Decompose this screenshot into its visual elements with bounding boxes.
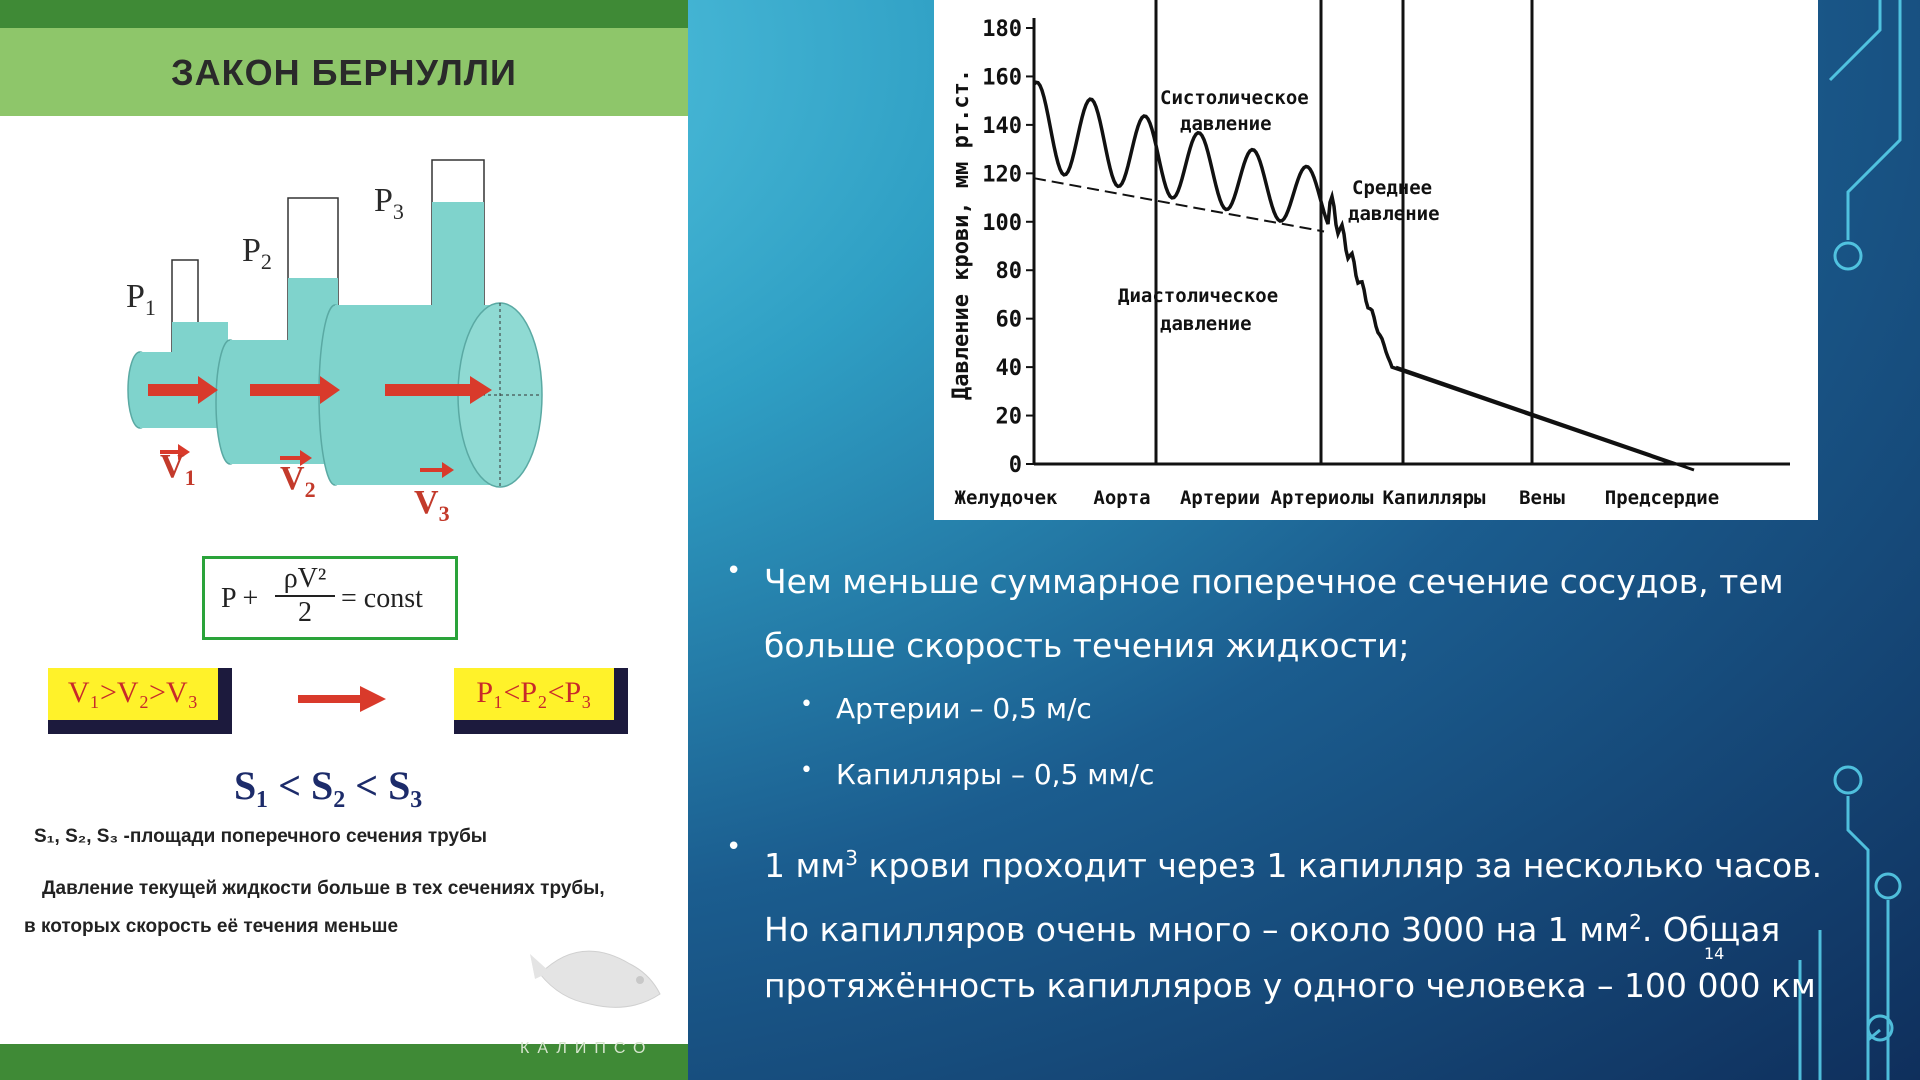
v1-label: $V_1$ <box>160 448 196 490</box>
area-inequality: S₁ < S₂ < S₃ <box>234 763 423 808</box>
blood-pressure-chart <box>934 0 1818 520</box>
bullet-2-line-3: протяжённость капилляров у одного человека – 100 000 км <box>764 966 1816 1005</box>
implication-arrow <box>298 684 388 714</box>
x-category-label: Желудочек <box>954 487 1058 509</box>
fish-watermark-icon <box>530 924 670 1024</box>
bullet-1-line-1: Чем меньше суммарное поперечное сечение сосудов, тем <box>764 562 1784 601</box>
velocity-box: V₁>V₂>V₃ <box>48 668 232 734</box>
sub-bullet-capillaries: Капилляры – 0,5 мм/с <box>836 758 1155 791</box>
annotation-diastolic-2: давление <box>1160 313 1252 335</box>
y-tick-label: 140 <box>982 113 1022 139</box>
x-category-label: Капилляры <box>1382 487 1486 509</box>
poster-top-band <box>0 0 688 28</box>
poster-title: ЗАКОН БЕРНУЛЛИ <box>171 52 517 93</box>
y-tick-label: 180 <box>982 17 1022 42</box>
sub-bullet-arteries: Артерии – 0,5 м/с <box>836 692 1092 725</box>
note-areas: S₁, S₂, S₃ -площади поперечного сечения трубы <box>34 826 488 847</box>
bernoulli-poster <box>0 0 688 1080</box>
bullet-dot-1b: • <box>800 758 813 783</box>
x-category-label: Артерии <box>1179 487 1261 509</box>
annotation-mean-1: Среднее <box>1352 177 1433 199</box>
bernoulli-formula: P + $\frac{\text{ρV²}}{2}$ = const <box>202 556 458 640</box>
annotation-systolic-2: давление <box>1180 113 1272 135</box>
annotation-systolic-1: Систолическое <box>1160 87 1309 109</box>
y-tick-label: 80 <box>995 259 1022 285</box>
x-category-label: Предсердие <box>1604 487 1720 509</box>
bullet-2-line-2: Но капилляров очень много – около 3000 на 1 $мм^2$. Общая <box>764 910 1781 949</box>
poster-brand: КАЛИПСО <box>520 1040 654 1057</box>
y-tick-label: 20 <box>995 404 1022 430</box>
annotation-diastolic-1: Диастолическое <box>1118 285 1279 307</box>
note-pressure-1: Давление текущей жидкости больше в тех сечениях трубы, <box>42 878 605 899</box>
p1-label: $P_1$ <box>126 278 156 320</box>
p2-label: $P_2$ <box>242 232 272 274</box>
pressure-series-line <box>1034 82 1674 464</box>
pressure-box: P₁<P₂<P₃ <box>454 668 628 734</box>
x-category-label: Вены <box>1519 487 1565 509</box>
chart-svg <box>934 0 1818 520</box>
bullet-dot-1a: • <box>800 692 813 717</box>
p3-label: $P_3$ <box>374 182 404 224</box>
y-tick-label: 120 <box>982 162 1022 188</box>
note-pressure-2: в которых скорость её течения меньше <box>24 916 399 937</box>
y-tick-label: 100 <box>982 210 1022 236</box>
bullet-dot-1: • <box>726 556 742 586</box>
y-tick-label: 40 <box>995 356 1022 382</box>
v3-label: $V_3$ <box>414 484 450 526</box>
annotation-mean-2: давление <box>1348 203 1440 225</box>
bullet-2-line-1: 1 $мм^3$ крови проходит через 1 капилляр за несколько часов. <box>764 846 1823 885</box>
x-category-label: Аорта <box>1093 487 1151 509</box>
y-tick-label: 0 <box>1008 453 1022 478</box>
bullet-1-line-2: больше скорость течения жидкости; <box>764 626 1410 665</box>
y-axis-label: Давление крови, мм рт.ст. <box>949 68 974 400</box>
venous-return-line <box>1396 367 1694 470</box>
y-tick-label: 160 <box>982 65 1022 91</box>
bullet-dot-2: • <box>726 832 742 862</box>
v2-label: $V_2$ <box>280 460 316 502</box>
y-tick-label: 60 <box>995 307 1022 333</box>
x-category-label: Артериолы <box>1270 487 1374 509</box>
page-number: 14 <box>1704 944 1725 963</box>
